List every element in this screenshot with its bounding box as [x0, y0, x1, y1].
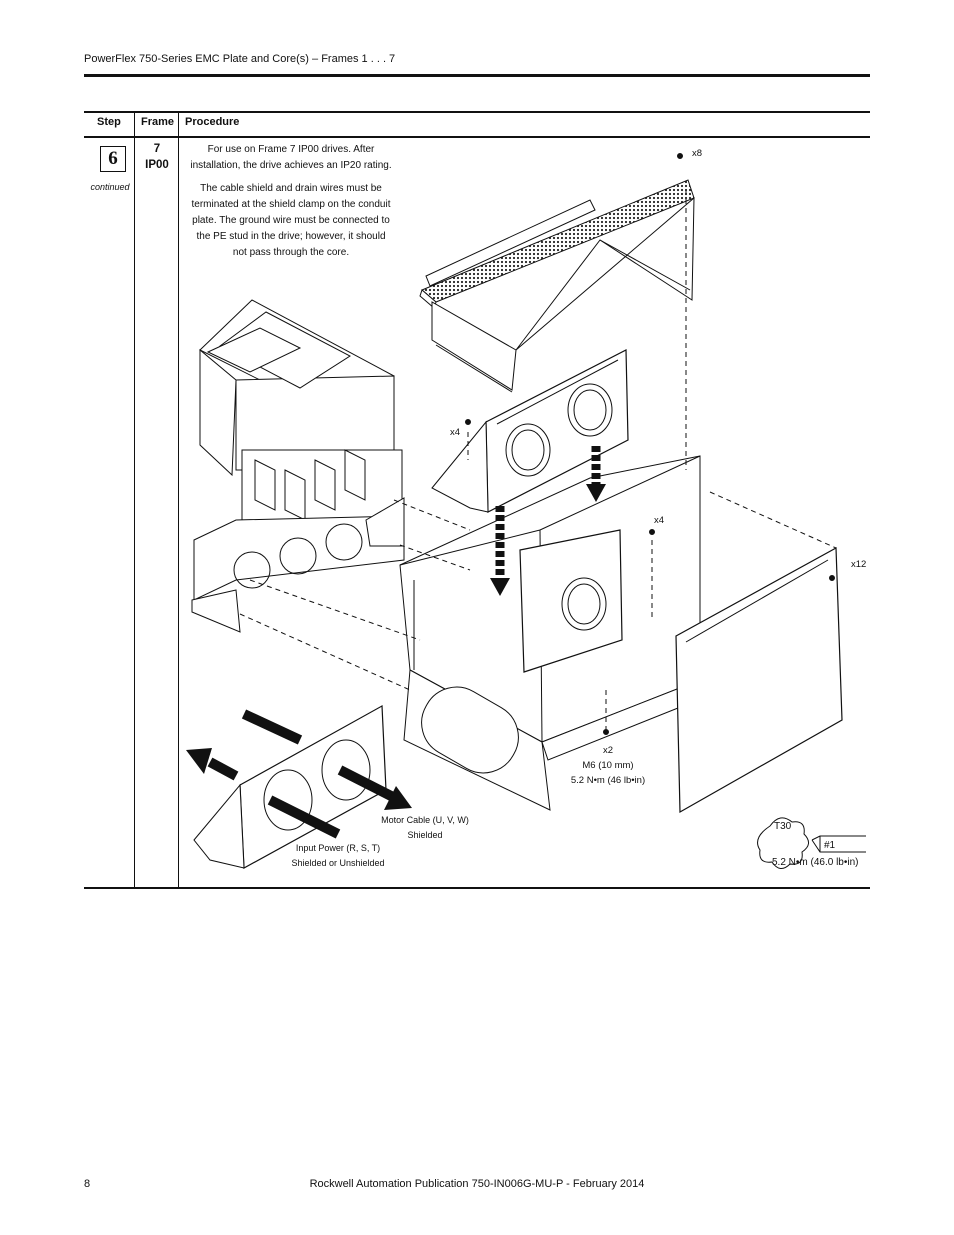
callout-qty-inner-screws: x4 — [654, 515, 665, 526]
callout-qty-plate-screws: x4 — [450, 427, 461, 438]
callout-bottom-screws — [558, 743, 658, 788]
running-header-title: PowerFlex 750-Series EMC Plate and Core(s) – Frames 1 . . . 7 — [84, 53, 396, 65]
bottom-screw-torque: 5.2 N•m (46 lb•in) — [570, 775, 646, 786]
column-header-frame: Frame — [141, 116, 175, 128]
phillips-bit-label: #1 — [824, 840, 836, 851]
frame-enclosure: IP00 — [145, 159, 169, 171]
bottom-screw-qty: x2 — [602, 745, 614, 756]
tool-torque-label: 5.2 N•m (46.0 lb•in) — [772, 857, 859, 868]
frame-number: 7 — [153, 143, 161, 155]
page-number: 8 — [84, 1178, 91, 1190]
phillips-screwdriver-icon — [812, 836, 866, 852]
step-number-box: 6 — [100, 146, 126, 172]
column-header-step: Step — [97, 116, 121, 128]
column-header-procedure: Procedure — [185, 116, 240, 128]
input-power-label: Input Power (R, S, T) — [295, 843, 381, 853]
callout-qty-cover-screws: x12 — [851, 559, 867, 570]
top-cover-part — [420, 180, 694, 392]
callout-qty-top: x8 — [692, 148, 703, 159]
torx-bit-label: T30 — [774, 821, 792, 832]
publication-footer: Rockwell Automation Publication 750-IN006G-MU-P - February 2014 — [309, 1178, 645, 1190]
motor-cable-callout — [375, 813, 475, 843]
step-continued-note: continued — [90, 182, 130, 192]
procedure-paragraph-1: For use on Frame 7 IP00 drives. After installation, the drive achieves an IP20 rating. — [190, 144, 392, 171]
motor-cable-label: Motor Cable (U, V, W) — [381, 815, 469, 825]
side-cover-panel — [676, 548, 842, 812]
bottom-screw-size: M6 (10 mm) — [582, 760, 634, 771]
procedure-paragraph-2: The cable shield and drain wires must be terminated at the shield clamp on the conduit plate. The ground wire must be connected to the PE stud in the drive; however, it should not pass through the core. — [191, 183, 391, 258]
input-power-callout — [282, 841, 394, 871]
motor-cable-shield: Shielded — [407, 830, 443, 840]
input-power-shield: Shielded or Unshielded — [291, 858, 385, 868]
drive-unit — [192, 300, 404, 632]
